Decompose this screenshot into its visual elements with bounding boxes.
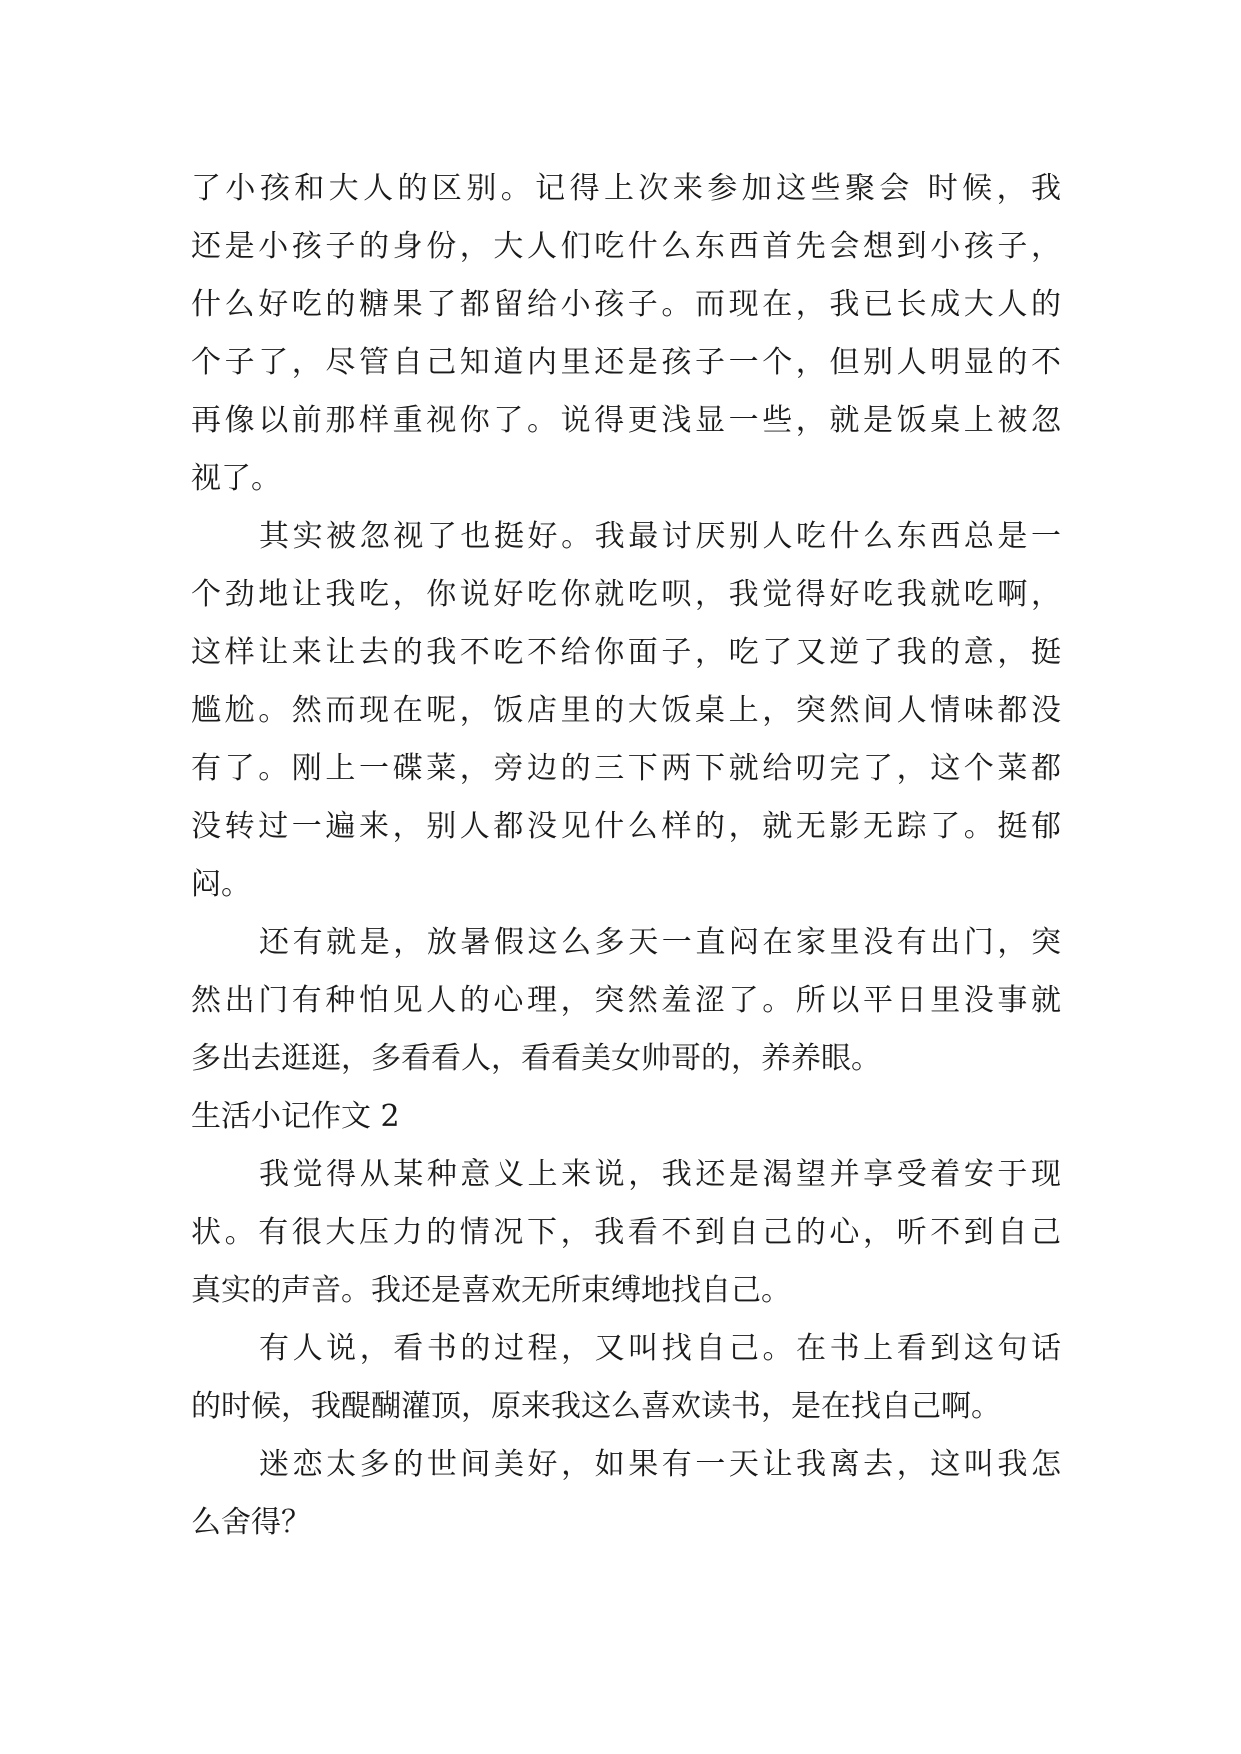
text-line: 迷恋太多的世间美好，如果有一天让我离去，这叫我怎	[259, 1447, 1061, 1482]
text-line: 这样让来让去的我不吃不给你面子，吃了又逆了我的意，挺	[191, 635, 1061, 670]
paragraph	[191, 1436, 1061, 1552]
text-line: 还是小孩子的身份，大人们吃什么东西首先会想到小孩子，	[191, 229, 1061, 264]
text-line: 个劲地让我吃，你说好吃你就吃呗，我觉得好吃我就吃啊，	[191, 577, 1061, 612]
text-line: 什么好吃的糖果了都留给小孩子。而现在，我已长成大人的	[191, 287, 1061, 322]
paragraph	[191, 508, 1061, 914]
paragraph	[191, 914, 1061, 1088]
text-line: 状。有很大压力的情况下，我看不到自己的心，听不到自己	[191, 1215, 1061, 1250]
heading-text: 生活小记作文 2	[191, 1099, 400, 1134]
text-line: 再像以前那样重视你了。说得更浅显一些，就是饭桌上被忽	[191, 403, 1061, 438]
paragraph	[191, 160, 1061, 508]
text-line: 其实被忽视了也挺好。我最讨厌别人吃什么东西总是一	[259, 519, 1061, 554]
text-line: 视了。	[191, 461, 281, 496]
text-line: 还有就是，放暑假这么多天一直闷在家里没有出门，突	[259, 925, 1061, 960]
text-line: 尴尬。然而现在呢，饭店里的大饭桌上，突然间人情味都没	[191, 693, 1061, 728]
document-body	[191, 160, 1061, 1552]
paragraph	[191, 1320, 1061, 1436]
text-line: 么舍得？	[191, 1505, 311, 1540]
text-line: 了小孩和大人的区别。记得上次来参加这些聚会 时候，我	[191, 171, 1061, 206]
text-line: 有了。刚上一碟菜，旁边的三下两下就给叨完了，这个菜都	[191, 751, 1061, 786]
text-line: 多出去逛逛，多看看人，看看美女帅哥的，养养眼。	[191, 1041, 881, 1076]
paragraph	[191, 1146, 1061, 1320]
text-line: 个子了，尽管自己知道内里还是孩子一个，但别人明显的不	[191, 345, 1061, 380]
text-line: 的时候，我醍醐灌顶，原来我这么喜欢读书，是在找自己啊。	[191, 1389, 1001, 1424]
section-heading	[191, 1088, 1061, 1146]
text-line: 闷。	[191, 867, 251, 902]
text-line: 没转过一遍来，别人都没见什么样的，就无影无踪了。挺郁	[191, 809, 1061, 844]
text-line: 真实的声音。我还是喜欢无所束缚地找自己。	[191, 1273, 791, 1308]
text-line: 我觉得从某种意义上来说，我还是渴望并享受着安于现	[259, 1157, 1061, 1192]
text-line: 然出门有种怕见人的心理，突然羞涩了。所以平日里没事就	[191, 983, 1061, 1018]
text-line: 有人说，看书的过程，又叫找自己。在书上看到这句话	[259, 1331, 1061, 1366]
